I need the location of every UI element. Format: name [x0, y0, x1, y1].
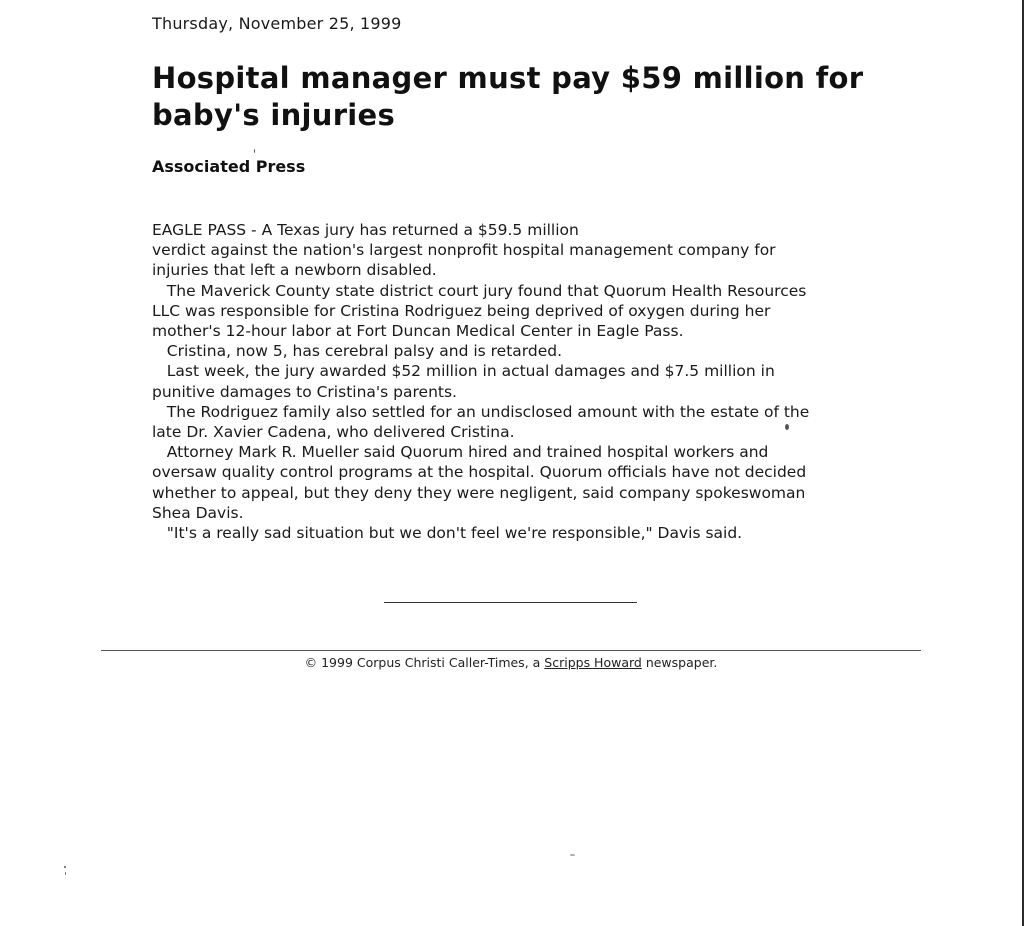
- article-headline: Hospital manager must pay $59 million for baby's injuries: [152, 61, 864, 132]
- body-line: LLC was responsible for Cristina Rodriguez being deprived of oxygen during her: [152, 301, 771, 320]
- body-line: oversaw quality control programs at the hospital. Quorum officials have not decided: [152, 463, 807, 482]
- footer-divider: [101, 650, 921, 651]
- article-byline: Associated Press: [152, 157, 306, 176]
- body-line: injuries that left a newborn disabled.: [152, 261, 437, 280]
- scripps-howard-link[interactable]: Scripps Howard: [544, 655, 642, 670]
- scan-speck: [785, 424, 789, 430]
- scan-speck: [64, 866, 66, 868]
- body-line: late Dr. Xavier Cadena, who delivered Cristina.: [152, 423, 515, 442]
- scan-speck: [570, 854, 575, 856]
- copyright-footer: [101, 655, 921, 670]
- body-line: The Maverick County state district court jury found that Quorum Health Resources: [152, 281, 807, 300]
- body-line: The Rodriguez family also settled for an undisclosed amount with the estate of the: [152, 402, 810, 421]
- body-line: whether to appeal, but they deny they were negligent, said company spokeswoman: [152, 483, 806, 502]
- scan-speck: [65, 872, 66, 875]
- body-line: EAGLE PASS - A Texas jury has returned a $59.5 million: [152, 221, 579, 239]
- article-date: Thursday, November 25, 1999: [152, 14, 402, 33]
- body-line: Attorney Mark R. Mueller said Quorum hired and trained hospital workers and: [152, 443, 769, 462]
- body-line: Shea Davis.: [152, 503, 244, 522]
- body-line: verdict against the nation's largest nonprofit hospital management company for: [152, 241, 776, 260]
- body-line: Last week, the jury awarded $52 million in actual damages and $7.5 million in: [152, 362, 775, 381]
- copyright-text: © 1999 Corpus Christi Caller-Times, a: [304, 655, 545, 670]
- scan-speck: [254, 149, 255, 153]
- body-line: mother's 12-hour labor at Fort Duncan Medical Center in Eagle Pass.: [152, 322, 684, 341]
- article-end-rule: [384, 602, 637, 603]
- article-body: [152, 220, 892, 543]
- body-line: "It's a really sad situation but we don't feel we're responsible," Davis said.: [152, 524, 743, 543]
- copyright-suffix: newspaper.: [641, 655, 718, 670]
- body-line: punitive damages to Cristina's parents.: [152, 382, 457, 401]
- body-line: Cristina, now 5, has cerebral palsy and is retarded.: [152, 342, 563, 361]
